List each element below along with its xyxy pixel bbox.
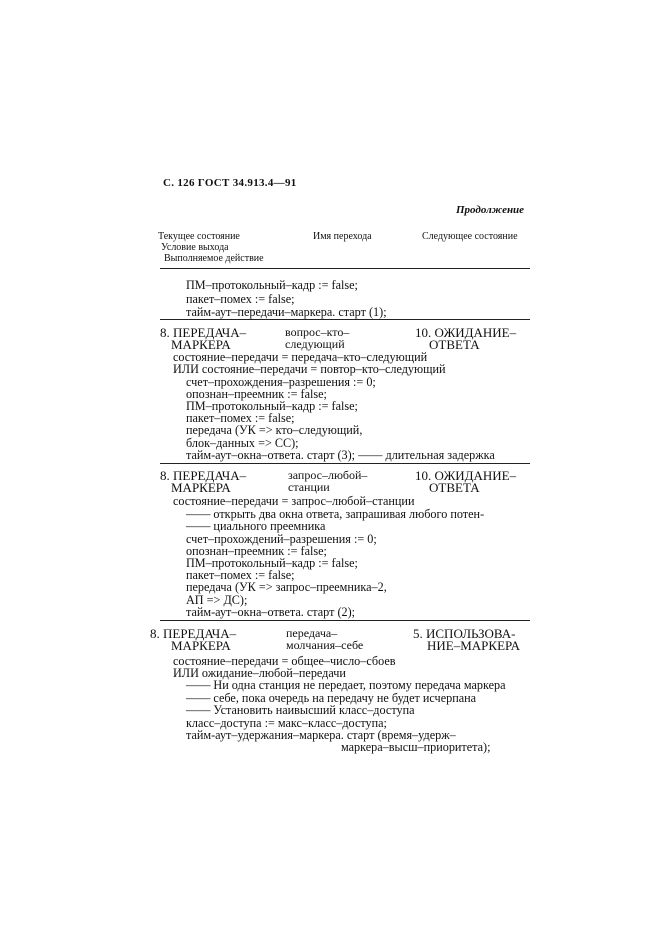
next-state: ОТВЕТА: [429, 337, 480, 352]
transition-name: следующий: [285, 337, 345, 351]
action-line: ПМ–протокольный–кадр := false;: [186, 278, 358, 292]
column-exit-condition: Условие выхода: [161, 242, 229, 253]
action-line: АП => ДС);: [186, 593, 248, 607]
column-transition-name: Имя перехода: [313, 231, 372, 242]
action-line: класс–доступа := макс–класс–доступа;: [186, 716, 387, 730]
exit-condition: состояние–передачи = запрос–любой–станции: [173, 494, 415, 508]
comment-line: —— Установить наивысший класс–доступа: [186, 703, 415, 717]
action-line: передача (УК => кто–следующий,: [186, 423, 363, 437]
transition-name: молчания–себе: [286, 638, 364, 652]
action-line: передача (УК => запрос–преемника–2,: [186, 580, 387, 594]
column-next-state: Следующее состояние: [422, 231, 518, 242]
action-line: тайм-аут–удержания–маркера. старт (время–удерж–: [186, 728, 456, 742]
action-line: ПМ–протокольный–кадр := false;: [186, 556, 358, 570]
comment-line: —— себе, пока очередь на передачу не будет исчерпана: [186, 691, 477, 705]
action-line: ПМ–протокольный–кадр := false;: [186, 399, 358, 413]
current-state: МАРКЕРА: [171, 638, 231, 653]
header-divider: [160, 268, 530, 269]
action-line: тайм-аут–окна–ответа. старт (2);: [186, 605, 356, 619]
row-divider: [160, 620, 530, 621]
row-divider: [160, 463, 530, 464]
exit-condition: состояние–передачи = передача–кто–следующий: [173, 350, 428, 364]
action-line: счет–прохождения–разрешения := 0;: [186, 375, 376, 389]
next-state: 10. ОЖИДАНИЕ–: [415, 468, 517, 483]
action-line: маркера–высш–приоритета);: [341, 740, 491, 754]
transition-name: запрос–любой–: [288, 468, 368, 482]
current-state: МАРКЕРА: [171, 480, 231, 495]
action-line: пакет–помех := false;: [186, 568, 295, 582]
action-line: тайм-аут–передачи–маркера. старт (1);: [186, 305, 387, 319]
action-line: счет–прохождений–разрешения := 0;: [186, 532, 377, 546]
action-line: блок–данных => СС);: [186, 436, 299, 450]
current-state: 8. ПЕРЕДАЧА–: [160, 325, 247, 340]
action-line: пакет–помех := false;: [186, 411, 295, 425]
transition-name: станции: [288, 480, 330, 494]
current-state: 8. ПЕРЕДАЧА–: [150, 626, 237, 641]
page-header: С. 126 ГОСТ 34.913.4—91: [163, 177, 297, 189]
action-line: тайм-аут–окна–ответа. старт (3); —— длительная задержка: [186, 448, 495, 462]
next-state: НИЕ–МАРКЕРА: [427, 638, 520, 653]
exit-condition: ИЛИ состояние–передачи = повтор–кто–следующий: [173, 362, 446, 376]
action-line: пакет–помех := false;: [186, 292, 295, 306]
column-current-state: Текущее состояние: [158, 231, 240, 242]
exit-condition: состояние–передачи = общее–число–сбоев: [173, 654, 396, 668]
comment-line: —— Ни одна станция не передает, поэтому передача маркера: [186, 678, 506, 692]
exit-condition: ИЛИ ожидание–любой–передачи: [173, 666, 346, 680]
comment-line: —— открыть два окна ответа, запрашивая любого потен-: [186, 507, 485, 521]
transition-name: вопрос–кто–: [285, 325, 350, 339]
comment-line: —— циального преемника: [186, 519, 326, 533]
next-state: 10. ОЖИДАНИЕ–: [415, 325, 517, 340]
transition-name: передача–: [286, 626, 338, 640]
column-action: Выполняемое действие: [164, 253, 264, 264]
action-line: опознан–преемник := false;: [186, 544, 327, 558]
next-state: ОТВЕТА: [429, 480, 480, 495]
row-divider: [160, 319, 530, 320]
continuation-label: Продолжение: [456, 204, 525, 216]
current-state: МАРКЕРА: [171, 337, 231, 352]
current-state: 8. ПЕРЕДАЧА–: [160, 468, 247, 483]
next-state: 5. ИСПОЛЬЗОВА-: [413, 626, 516, 641]
action-line: опознан–преемник := false;: [186, 387, 327, 401]
